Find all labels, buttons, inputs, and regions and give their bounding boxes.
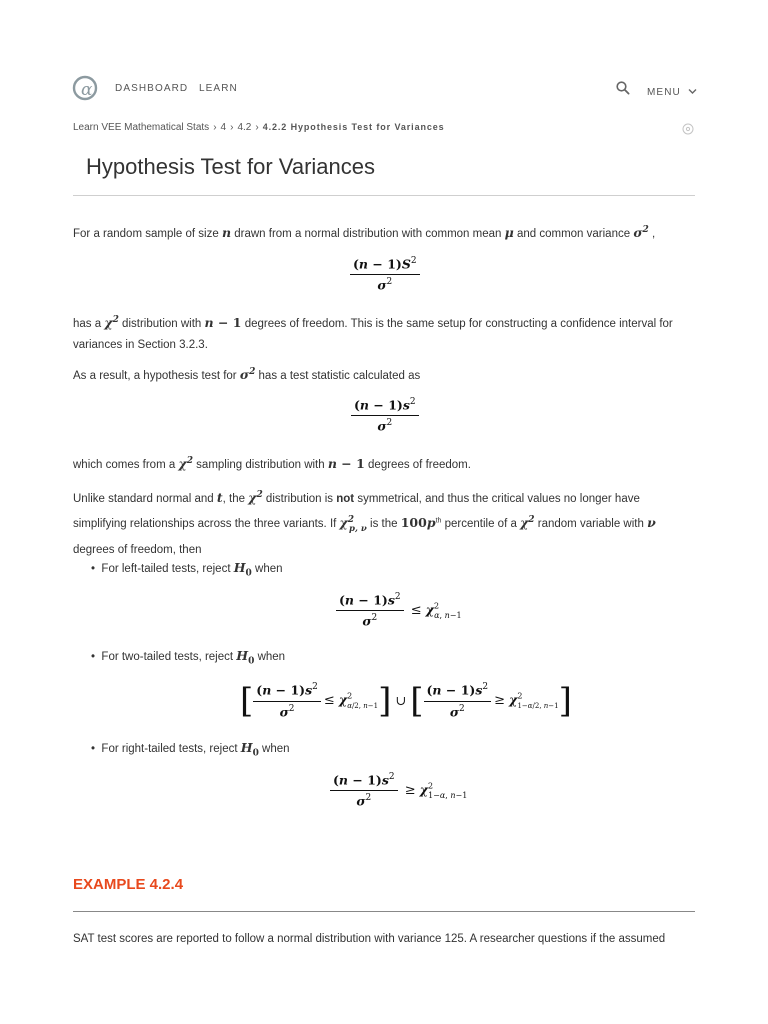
menu-label: MENU xyxy=(647,87,681,99)
formula-right-tailed: $\frac{(n - 1)s^2}{\sigma^2}$ ≥ $\chi^2_{1-\alpha, n-1}$ xyxy=(330,772,467,810)
example-heading: EXAMPLE 4.2.4 xyxy=(73,876,184,893)
formula-chi-square-statistic: $\frac{(n - 1)S^2}{\sigma^2}$ xyxy=(350,256,420,294)
formula-two-tailed: [ $\frac{(n - 1)s^2}{\sigma^2}$ ≤ $\chi^2_{\alpha/2, n-1}$] ∪ [ $\frac{(n - 1)s^2}{\sigma^2}$ ≥ $\chi^2_{1-\alpha/2, n-1}$] xyxy=(240,681,572,721)
chevron-down-icon xyxy=(688,82,697,100)
list-item: • For right-tailed tests, reject $H_0$ when xyxy=(91,740,290,759)
logo-icon[interactable] xyxy=(72,74,98,102)
breadcrumb-separator: › xyxy=(230,122,234,133)
breadcrumb-section[interactable]: 4.2 xyxy=(237,122,252,133)
breadcrumb-separator: › xyxy=(213,122,217,133)
paragraph-sampling: which comes from a $\chi^2$ sampling distribution with n − 1 degrees of freedom. xyxy=(73,456,471,472)
example-divider xyxy=(73,911,695,912)
breadcrumb-separator: › xyxy=(255,122,259,133)
breadcrumb-chapter[interactable]: 4 xyxy=(220,122,227,133)
nav-learn[interactable]: LEARN xyxy=(199,83,238,94)
paragraph-intro: For a random sample of size n drawn from a normal distribution with common mean μ and common variance $\sigma^2$ , xyxy=(73,225,656,241)
formula-left-tailed: $\frac{(n - 1)s^2}{\sigma^2}$ ≤ $\chi^2_{\alpha, n-1}$ xyxy=(336,592,462,630)
paragraph-critical-values: Unlike standard normal and t, the $\chi^2$ distribution is not symmetrical, and thus the critical values no longer have simplifying relationships across the three variants. If $\chi^2_{p, \nu}$ is the $100p^{th}$ percentile of a $\chi^2$ random variable with ν degrees of freedom, then xyxy=(73,490,656,556)
breadcrumb-current: 4.2.2 Hypothesis Test for Variances xyxy=(262,122,445,132)
paragraph-test-statistic: As a result, a hypothesis test for $\sigma^2$ has a test statistic calculated as xyxy=(73,367,421,383)
menu-button[interactable] xyxy=(647,82,697,100)
list-item: • For two-tailed tests, reject $H_0$ when xyxy=(91,648,286,667)
settings-icon[interactable] xyxy=(682,122,694,134)
nav-dashboard[interactable]: DASHBOARD xyxy=(115,83,189,94)
list-item: • For left-tailed tests, reject $H_0$ when xyxy=(91,560,283,579)
title-divider xyxy=(73,195,695,196)
example-text: SAT test scores are reported to follow a normal distribution with variance 125. A researcher questions if the assumed xyxy=(73,933,666,945)
breadcrumb-course[interactable]: Learn VEE Mathematical Stats xyxy=(73,122,210,133)
formula-test-statistic: $\frac{(n - 1)s^2}{\sigma^2}$ xyxy=(351,397,419,435)
search-icon[interactable] xyxy=(616,81,630,95)
page-title: Hypothesis Test for Variances xyxy=(86,154,375,179)
paragraph-distribution: has a $\chi^2$ distribution with n − 1 degrees of freedom. This is the same setup for constructing a confidence interval for variances in Section 3.2.3. xyxy=(73,315,673,352)
breadcrumb xyxy=(73,122,445,133)
svg-text:α: α xyxy=(81,80,93,100)
